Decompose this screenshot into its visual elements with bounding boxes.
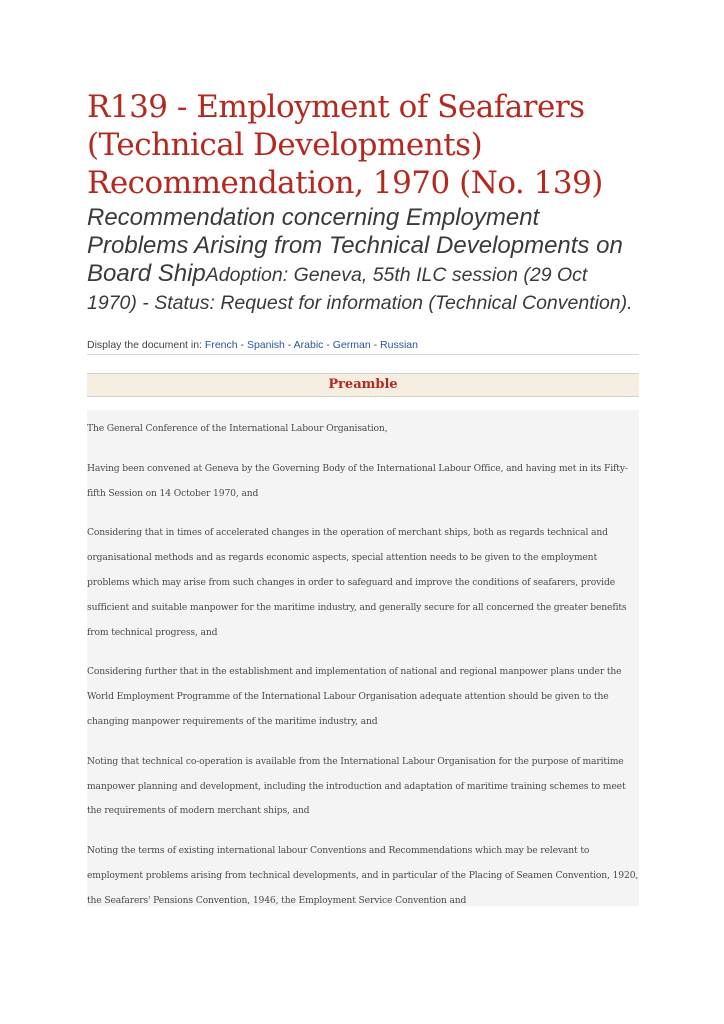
language-separator: - [370,339,381,351]
language-link-german[interactable]: German [332,339,371,351]
preamble-paragraph: Noting that technical co-operation is available from the International Labour Organisation for the purpose of maritime manpower planning and development, including the introduction and adaptation of maritime training schemes to meet the requirements of modern merchant ships, and [87,755,626,817]
preamble-paragraph: Having been convened at Geneva by the Governing Body of the International Labour Office, and having met in its Fifty-fifth Session on 14 October 1970, and [87,462,628,499]
preamble-paragraph: Noting the terms of existing international labour Conventions and Recommendations which may be relevant to employment problems arising from technical developments, and in particular of the Placing of Seamen Convention, 1920, the Seafarers' Pensions Convention, 1946, the Employment Service Convention and [87,845,639,906]
language-label: Display the document in: [87,339,205,351]
preamble-paragraph: Considering that in times of accelerated changes in the operation of merchant ships, both as regards technical and organisational methods and as regards economic aspects, special attention needs to be given to the employment problems which may arise from such changes in order to safeguard and improve the conditions of seafarers, provide sufficient and suitable manpower for the maritime industry, and generally secure for all concerned the greater benefits from technical progress, and [87,527,627,638]
preamble-paragraph: Considering further that in the establishment and implementation of national and regional manpower plans under the World Employment Programme of the International Labour Organisation adequate attention should be given to the changing manpower requirements of the maritime industry, and [87,666,622,727]
preamble-body [87,410,639,906]
language-link-french[interactable]: French [204,339,238,351]
preamble-paragraph: The General Conference of the International Labour Organisation, [87,423,388,434]
language-separator: - [323,339,333,351]
language-link-russian[interactable]: Russian [380,339,418,351]
language-link-arabic[interactable]: Arabic [293,339,324,351]
page-title: R139 - Employment of Seafarers (Technical Developments) Recommendation, 1970 (No. 139) [87,89,603,201]
language-separator: - [237,339,247,351]
subtitle-text: Recommendation concerning Employment Problems Arising from Technical Developments on Board Ship [87,204,623,287]
adoption-status-text: Adoption: Geneva, 55th ILC session (29 Oct 1970) - Status: Request for information (Technical Convention). [87,264,633,314]
language-separator: - [284,339,294,351]
language-link-spanish[interactable]: Spanish [246,339,285,351]
page-subtitle [87,204,639,316]
document-page [87,88,639,906]
section-heading-preamble: Preamble [87,373,639,397]
language-selector [87,339,639,355]
